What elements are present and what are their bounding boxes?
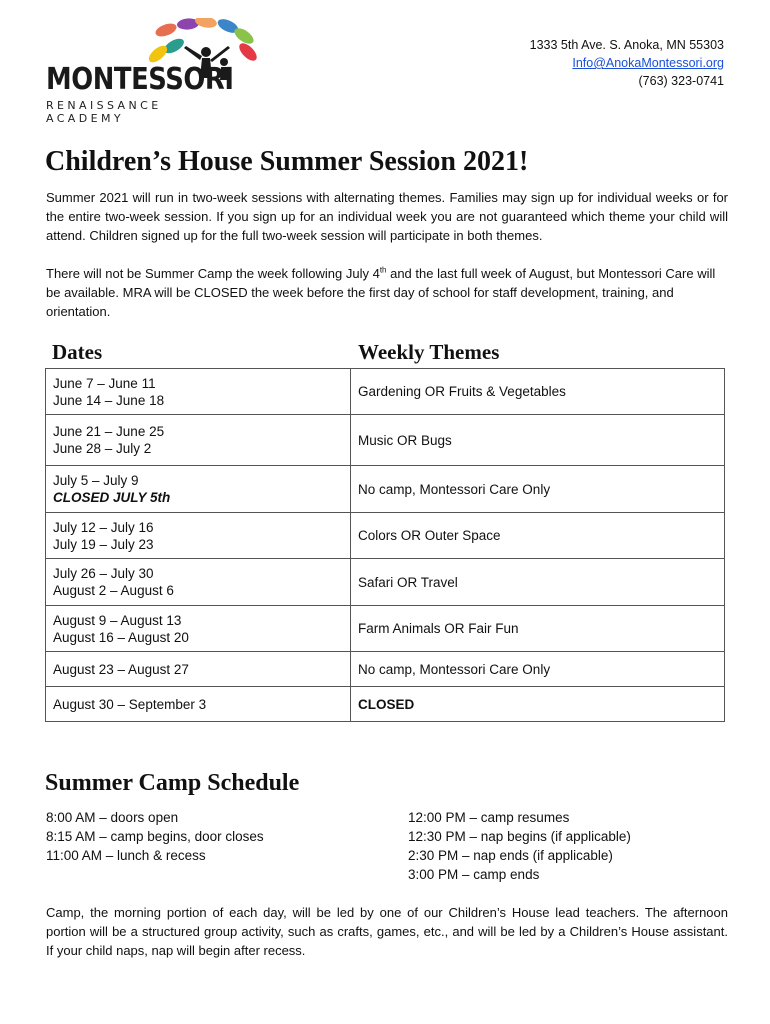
dates-heading: Dates [52, 340, 103, 364]
theme-cell: Colors OR Outer Space [351, 513, 725, 559]
theme-cell: Gardening OR Fruits & Vegetables [351, 369, 725, 415]
logo-subtitle: RENAISSANCE ACADEMY [46, 99, 162, 125]
schedule-title: Summer Camp Schedule [45, 770, 300, 796]
table-row [46, 652, 725, 687]
leaf-shape [154, 21, 178, 39]
phone: (763) 323-0741 [638, 74, 724, 88]
schedule-morning [46, 808, 264, 865]
dates-cell: August 30 – September 3 [46, 687, 351, 722]
theme-cell: No camp, Montessori Care Only [351, 466, 725, 513]
schedule-afternoon [408, 808, 631, 884]
page-title: Children’s House Summer Session 2021! [45, 146, 529, 177]
schedule-item: 3:00 PM – camp ends [408, 867, 540, 882]
table-row [46, 415, 725, 466]
dates-cell: July 5 – July 9 CLOSED JULY 5th [46, 466, 351, 513]
dates-cell: July 12 – July 16 July 19 – July 23 [46, 513, 351, 559]
table-row [46, 513, 725, 559]
intro-paragraph: Summer 2021 will run in two-week sessions with alternating themes. Families may sign up for individual weeks or for the entire two-week session. If you sign up for an individual week you are not guaranteed which theme your child will attend. Children signed up for the full two-week session will participate in both themes. [46, 190, 728, 243]
leaf-shape [236, 40, 259, 63]
address: 1333 5th Ave. S. Anoka, MN 55303 [529, 38, 724, 52]
table-row [46, 559, 725, 606]
dates-cell: August 9 – August 13 August 16 – August 20 [46, 606, 351, 652]
theme-cell: No camp, Montessori Care Only [351, 652, 725, 687]
school-logo [44, 18, 234, 125]
dates-cell: June 7 – June 11 June 14 – June 18 [46, 369, 351, 415]
contact-block [530, 36, 724, 90]
table-row [46, 687, 725, 722]
schedule-item: 11:00 AM – lunch & recess [46, 848, 206, 863]
table-row [46, 466, 725, 513]
dates-cell: July 26 – July 30 August 2 – August 6 [46, 559, 351, 606]
schedule-item: 12:00 PM – camp resumes [408, 810, 570, 825]
dates-cell: August 23 – August 27 [46, 652, 351, 687]
logo-wordmark: MONTESSORI [46, 62, 234, 97]
schedule-table [45, 368, 725, 722]
schedule-item: 8:00 AM – doors open [46, 810, 179, 825]
table-row [46, 606, 725, 652]
leaf-shape [194, 18, 218, 29]
closure-paragraph: There will not be Summer Camp the week following July 4th and the last full week of August, but Montessori Care will be available. MRA will be CLOSED the week before the first day of school for staff development, training, and orientation. [46, 265, 716, 319]
table-row [46, 369, 725, 415]
dates-cell: June 21 – June 25 June 28 – July 2 [46, 415, 351, 466]
schedule-item: 8:15 AM – camp begins, door closes [46, 829, 264, 844]
themes-heading: Weekly Themes [358, 340, 500, 364]
camp-note-paragraph: Camp, the morning portion of each day, will be led by one of our Children’s House lead teachers. The afternoon portion will be a structured group activity, such as crafts, games, etc., and will be led by a Children’s House assistant. If your child naps, nap will begin after recess. [46, 905, 728, 958]
theme-cell: Safari OR Travel [351, 559, 725, 606]
theme-cell: Farm Animals OR Fair Fun [351, 606, 725, 652]
email-link[interactable]: Info@AnokaMontessori.org [572, 56, 724, 70]
schedule-item: 2:30 PM – nap ends (if applicable) [408, 848, 613, 863]
theme-cell: CLOSED [351, 687, 725, 722]
schedule-item: 12:30 PM – nap begins (if applicable) [408, 829, 631, 844]
theme-cell: Music OR Bugs [351, 415, 725, 466]
